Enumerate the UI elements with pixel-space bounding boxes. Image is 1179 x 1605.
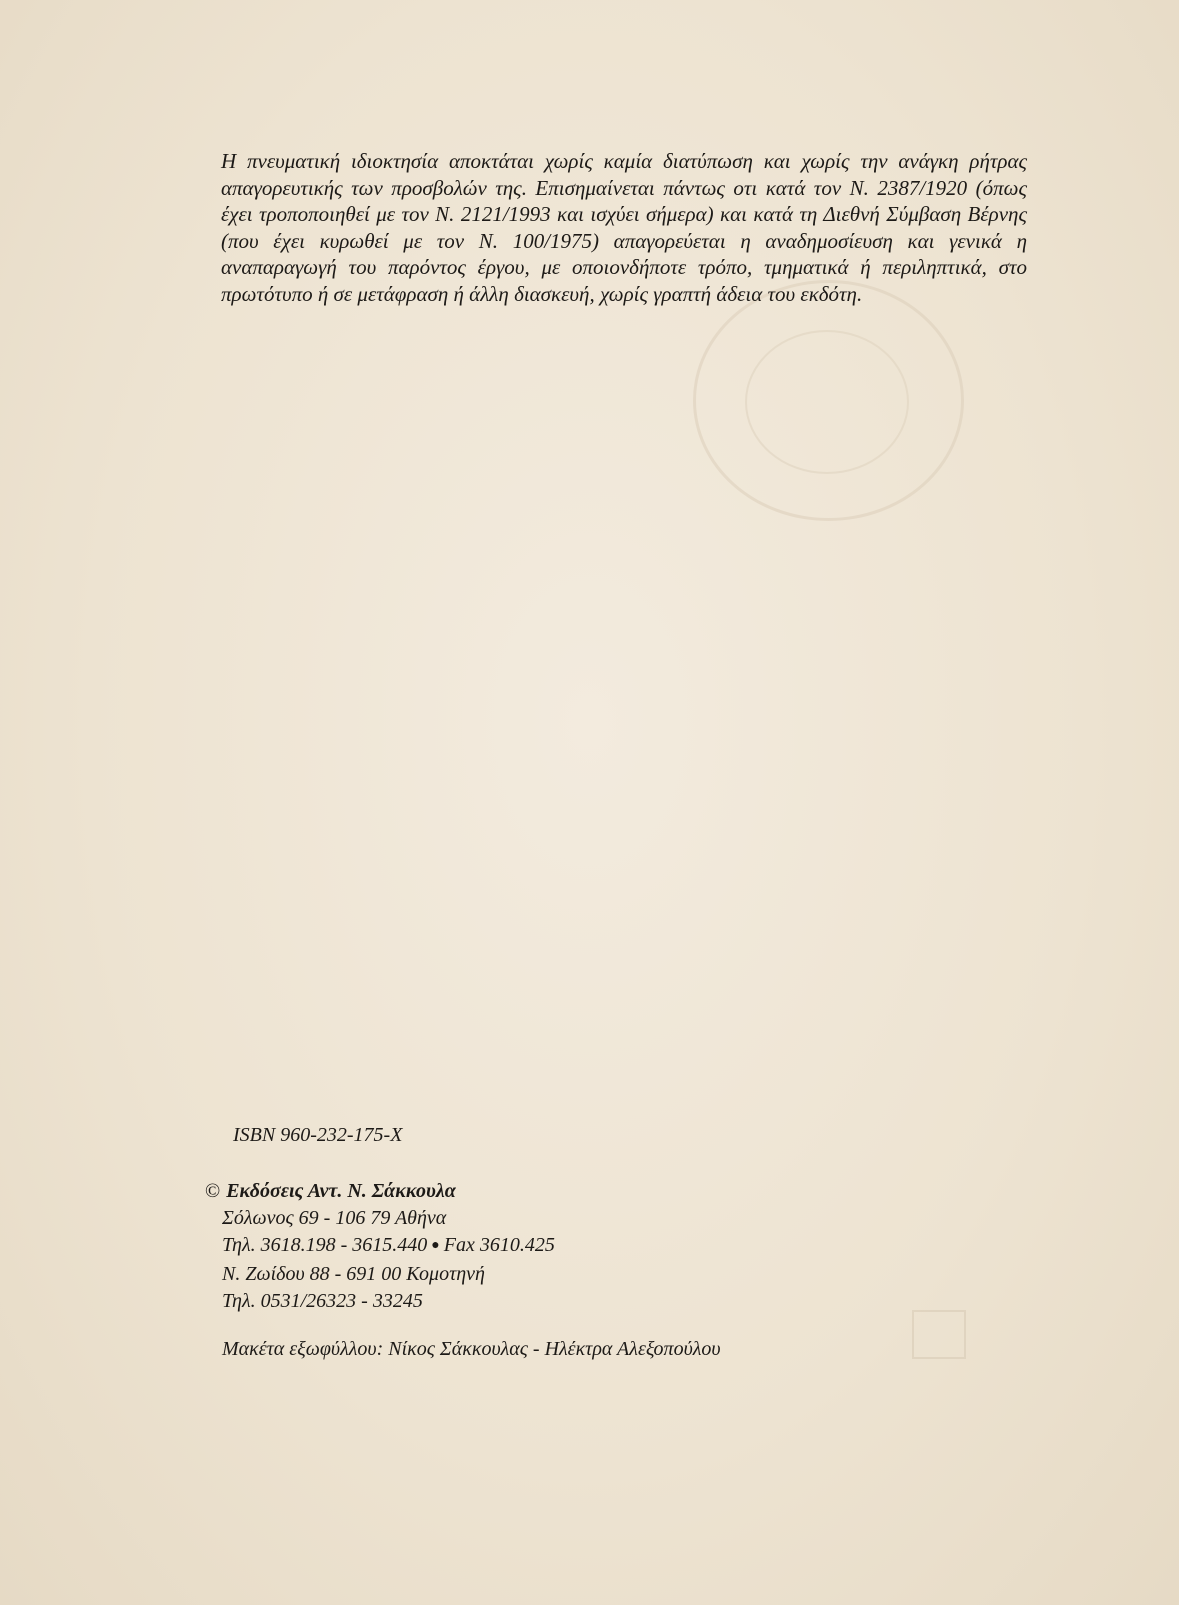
bleed-through-logo [912, 1310, 966, 1359]
phone-athens: Τηλ. 3618.198 - 3615.440 [222, 1234, 428, 1256]
contact-athens-line [205, 1232, 555, 1261]
phone-komotini: Τηλ. 0531/26323 - 33245 [222, 1290, 423, 1312]
publisher-info [205, 1178, 555, 1315]
address-komotini: Ν. Ζωίδου 88 - 691 00 Κομοτηνή [222, 1263, 485, 1285]
publisher-name-line [205, 1178, 555, 1205]
cover-design-credit: Μακέτα εξωφύλλου: Νίκος Σάκκουλας - Ηλέκτρα Αλεξοπούλου [222, 1338, 721, 1360]
isbn: ISBN 960-232-175-X [233, 1124, 403, 1146]
bleed-through-stamp-inner [745, 330, 909, 474]
bullet-separator: ● [431, 1238, 440, 1253]
publisher-name: Εκδόσεις Αντ. Ν. Σάκκουλα [226, 1180, 456, 1202]
fax-athens: Fax 3610.425 [443, 1234, 555, 1256]
copyright-symbol: © [205, 1180, 221, 1202]
copyright-notice: Η πνευματική ιδιοκτησία αποκτάται χωρίς καμία διατύπωση και χωρίς την ανάγκη ρήτρας απαγορευτικής των προσβολών της. Επισημαίνεται πάντως οτι κατά τον Ν. 2387/1920 (όπως έχει τροποποιηθεί με τον Ν. 2121/1993 και ισχύει σήμερα) και κατά τη Διεθνή Σύμβαση Βέρνης (που έχει κυρωθεί με τον Ν. 100/1975) απαγορεύεται η αναδημοσίευση και γενικά η αναπαραγωγή του παρόντος έργου, με οποιονδήποτε τρόπο, τμηματικά ή περιληπτικά, στο πρωτότυπο ή σε μετάφραση ή άλλη διασκευή, χωρίς γραπτή άδεια του εκδότη. [221, 149, 1027, 306]
address-athens: Σόλωνος 69 - 106 79 Αθήνα [222, 1207, 447, 1229]
